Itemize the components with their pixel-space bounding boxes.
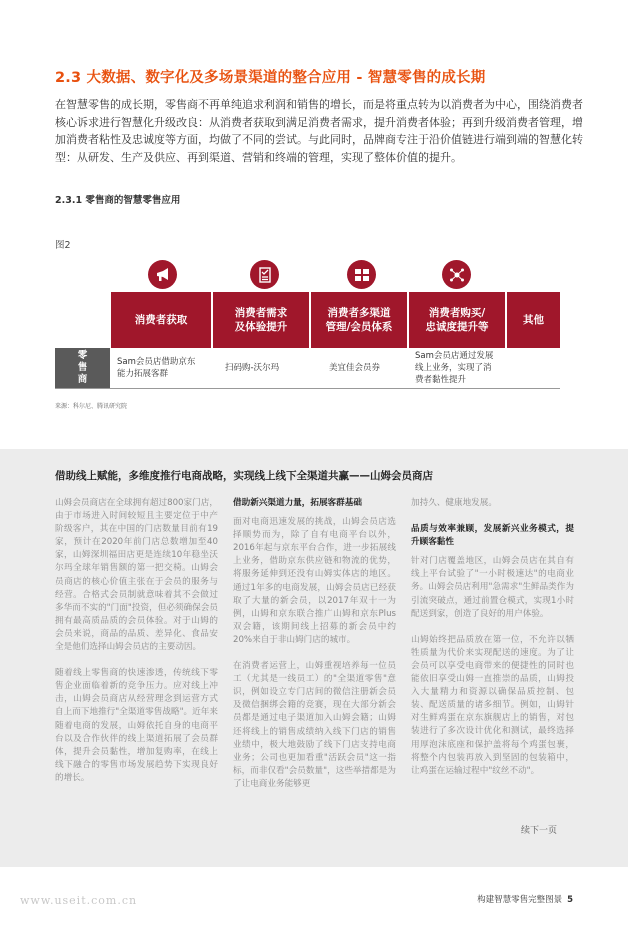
cell-other	[511, 348, 559, 388]
cell-membership: 美宜佳会员券	[329, 363, 381, 373]
header-other: 其他	[507, 292, 560, 348]
case-heading: 借助新兴渠道力量，拓展客群基础	[233, 498, 362, 508]
intro-paragraph: 在智慧零售的成长期，零售商不再单纯追求利润和销售的增长，而是将重点转为以消费者为中心，围绕消费者核心诉求进行智慧化升级改良：从消费者获取到满足消费者需求，提升消费者体验；再到升级消费者管理，增加消费者粘性及忠诚度等方面，均做了不同的尝试。与此同时，品牌商专注于沿价值链进行端到端的智慧化转型：从研发、生产及供应、再到渠道、营销和终端的管理，实现了整体价值的提升。	[55, 98, 583, 164]
cell-experience: 扫码购-沃尔玛	[225, 363, 280, 373]
case-heading: 品质与效率兼顾，发展新兴业务模式，提升顾客黏性	[411, 524, 574, 548]
case-column-1	[55, 497, 218, 798]
case-paragraph: 随着线上零售商的快速渗透，传统线下零售企业面临着新的竞争压力。应对线上冲击，山姆会员商店从经营理念到运营方式自上而下地推行"全渠道零售战略"。近年来随着电商的发展，山姆依托自身的电商平台以及合作伙伴的线上渠道拓展了会员群体，提升会员黏性，增加复购率，在线上线下融合的零售市场发展趋势下实现良好的增长。	[55, 668, 218, 783]
case-study-title: 借助线上赋能，多维度推行电商战略，实现线上线下全渠道共赢——山姆会员商店	[55, 470, 433, 482]
network-icon	[442, 260, 471, 289]
checklist-icon	[250, 260, 279, 289]
case-paragraph: 面对电商迅速发展的挑战，山姆会员店选择顺势而为，除了自有电商平台以外，2016年起与京东平台合作，进一步拓展线上业务，借助京东供应链和物流的优势，将服务延伸到还没有山姆实体店的地区。通过1年多的电商发展，山姆会员店已经获取了大量的新会员，以2017年双十一为例，山姆和京东联合推广山姆和京东Plus双会籍，该期间线上招募的新会员中约20%来自于非山姆门店的城市。	[233, 517, 396, 645]
case-paragraph: 针对门店覆盖地区，山姆会员店在其自有线上平台试验了"一小时极速达"的电商业务。山姆会员店利用"急需求"生鲜品类作为引流突破点，通过前置仓模式，实现1小时配送到家，创造了良好的用户体验。	[411, 556, 574, 619]
cell-loyalty: Sam会员店通过发展 线上业务，实现了消 费者黏性提升	[415, 351, 494, 385]
case-column-3	[411, 497, 574, 791]
footer	[477, 893, 573, 905]
continue-label: 续下一页	[521, 826, 558, 836]
header-loyalty: 消费者购买/ 忠诚度提升等	[409, 292, 505, 348]
case-paragraph: 山姆始终把品质放在第一位，不允许以牺牲质量为代价来实现配送的速度。为了让会员可以享受电商带来的便捷性的同时也能依旧享受山姆一直推崇的品质，山姆投入大量精力和资源以确保品质控制、包装、配送质量的诸多细节。例如，山姆针对生鲜鸡蛋在京东旗舰店上的销售，对包装进行了多次设计优化和测试，最终选择用厚泡沫底座和保护盖将每个鸡蛋包裹，将整个内包装再放入到坚固的包装箱中，让鸡蛋在运输过程中"纹丝不动"。	[411, 634, 574, 776]
footer-doc-title: 构建智慧零售完整图景	[477, 895, 563, 905]
page-number: 5	[567, 895, 573, 905]
cell-acquisition: Sam会员店借助京东 能力拓展客群	[117, 357, 196, 379]
header-experience: 消费者需求 及体验提升	[213, 292, 309, 348]
subsection-title: 2.3.1 零售商的智慧零售应用	[55, 195, 181, 206]
figure-source: 来源：科尔尼、腾讯研究院	[55, 403, 128, 410]
row-header-retailer: 零 售 商	[55, 348, 110, 388]
row-divider	[55, 388, 560, 389]
case-paragraph: 山姆会员商店在全球拥有超过800家门店，由于市场进入时间较短且主要定位于中产阶级客户，其在中国的门店数量目前有19家，预计在2020年前门店总数增加至40家，山姆深圳福田店更是连续10年稳坐沃尔玛全球年销售额的第一把交椅。山姆会员商店的核心价值主张在于会员的服务与经营。合格式会员制就意味着其不会做过多华而不实的"门面"投资，但必须确保会员拥有最高质品质的会员体验。对于山姆的会员来说，商品的品质、差异化、食品安全是他们选择山姆会员店的主要动因。	[55, 498, 218, 653]
case-column-2	[233, 497, 396, 804]
figure-label: 图2	[55, 240, 71, 251]
case-paragraph: 在消费者运营上，山姆重视培养每一位员工（尤其是一线员工）的"全渠道零售"意识，例如设立专门店间的微信注册新会员及微信捆绑会籍的竞赛，现在大部分新会员都是通过电子渠道加入山姆会籍；山姆还将线上的销售成绩纳入线下门店的销售业绩中，极大地鼓励了线下门店支持电商业务；公司也更加看重"活跃会员"这一指标，而非仅看"会员数量"，这些举措都是为了让电商业务能够更	[233, 661, 396, 789]
header-membership: 消费者多渠道 管理/会员体系	[311, 292, 407, 348]
megaphone-icon	[148, 260, 177, 289]
channels-icon	[347, 260, 376, 289]
header-customer-acquisition: 消费者获取	[111, 292, 211, 348]
watermark: www.useit.com.cn	[20, 894, 138, 907]
section-title: 2.3 大数据、数字化及多场景渠道的整合应用 - 智慧零售的成长期	[55, 70, 486, 86]
case-paragraph: 加持久、健康地发展。	[411, 498, 497, 508]
